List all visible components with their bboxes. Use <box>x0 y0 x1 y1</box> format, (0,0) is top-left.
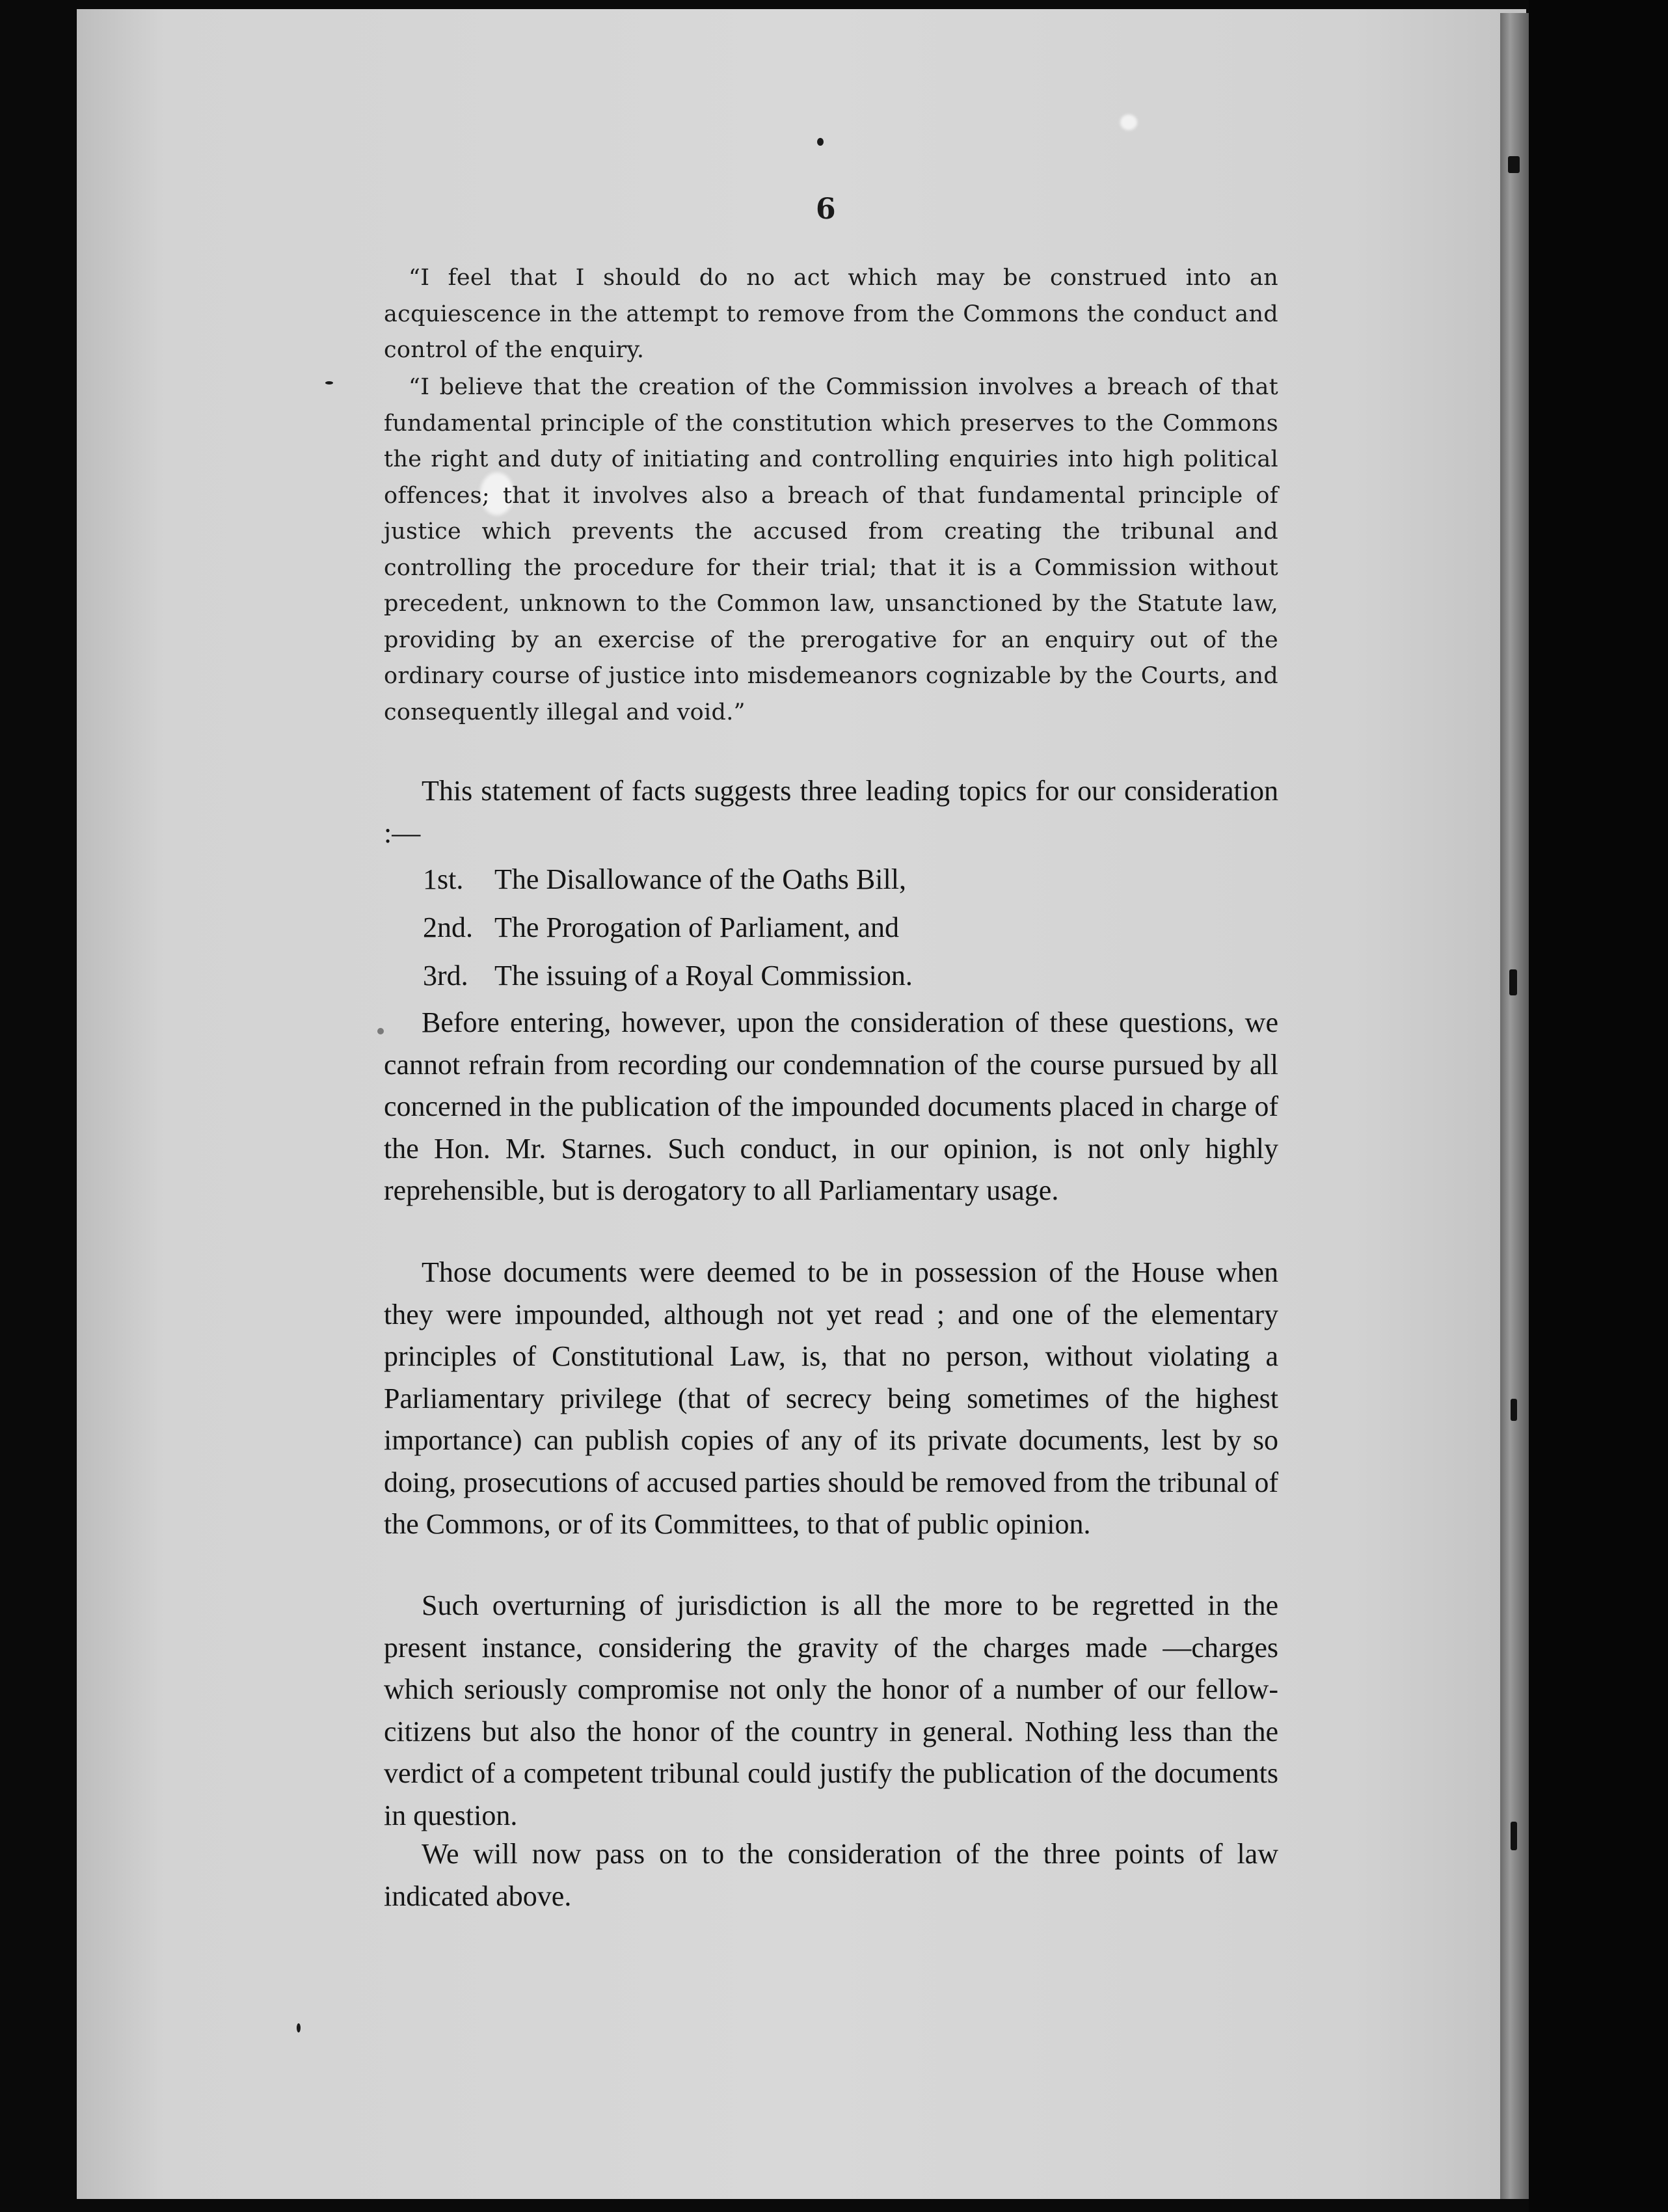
body-paragraph-4: We will now pass on to the consideration of the three points of law indicated above. <box>384 1838 1278 1912</box>
body-paragraph-2: Those documents were deemed to be in possession of the House when they were impounded, although not yet read ; and one of the elementary principles of Constitutional Law, is, that no person, without violating a Parliamentary privilege (that of secrecy being sometimes of the highest importance) can publish copies of any of its private documents, lest by so doing, prosecutions of accused parties should be removed from the tribunal of the Commons, or of its Committees, to that of public opinion. <box>384 1256 1278 1540</box>
body-paragraph-3: Such overturning of jurisdiction is all the more to be regretted in the present instance, considering the gravity of the charges made —charges which seriously compromise not only the honor of a number of our fellow-citizens but also the honor of the country in general. Nothing less than the verdict of a competent tribunal could justify the publication of the documents in question. <box>384 1589 1278 1831</box>
quote-paragraph-1: “I feel that I should do no act which may be construed into an acquiescence in the attempt to remove from the Commons the conduct and control of the enquiry. <box>384 265 1278 363</box>
speck <box>817 138 824 146</box>
edge-mark <box>1508 156 1520 173</box>
speck <box>377 1028 384 1034</box>
topic-label: The Prorogation of Parliament, and <box>494 911 899 943</box>
edge-mark <box>1511 1399 1517 1421</box>
quote-paragraph-2: “I believe that the creation of the Commission involves a breach of that fundamental principle of the constitution which preserves to the Commons the right and duty of initiating and controlling enquiries into high political offences; that it involves also a breach of that fundamental principle of justice which prevents the accused from creating the tribunal and controlling the procedure for their trial; that it is a Commission without precedent, unknown to the Common law, unsanctioned by the Statute law, providing by an exercise of the prerogative for an enquiry out of the ordinary course of justice into misdemeanors cognizable by the Courts, and consequently illegal and void.” <box>384 374 1278 725</box>
body-paragraph-1: Before entering, however, upon the consideration of these questions, we cannot refrain from recording our condemnation of the course pursued by all concerned in the publication of the impounded documents placed in charge of the Hon. Mr. Starnes. Such conduct, in our opinion, is not only highly reprehensible, but is derogatory to all Parliamentary usage. <box>384 1006 1278 1206</box>
topic-number: 2nd. <box>423 911 473 943</box>
topic-item-2 <box>423 907 899 949</box>
topic-number: 3rd. <box>423 960 468 991</box>
topic-label: The issuing of a Royal Commission. <box>494 960 913 991</box>
paper-edge-shadow <box>1500 13 1529 2199</box>
page-number: 6 <box>816 193 836 226</box>
edge-mark <box>1511 1822 1517 1850</box>
speck <box>325 381 333 384</box>
speck <box>297 2023 301 2032</box>
ink-blot <box>1120 115 1137 130</box>
topic-number: 1st. <box>423 863 464 895</box>
edge-mark <box>1509 969 1517 995</box>
topic-item-1 <box>423 859 906 900</box>
topic-label: The Disallowance of the Oaths Bill, <box>494 863 906 895</box>
intro-paragraph: This statement of facts suggests three leading topics for our consideration :— <box>384 775 1278 849</box>
topic-item-3 <box>423 955 913 997</box>
dark-scan-border <box>1529 0 1668 2212</box>
